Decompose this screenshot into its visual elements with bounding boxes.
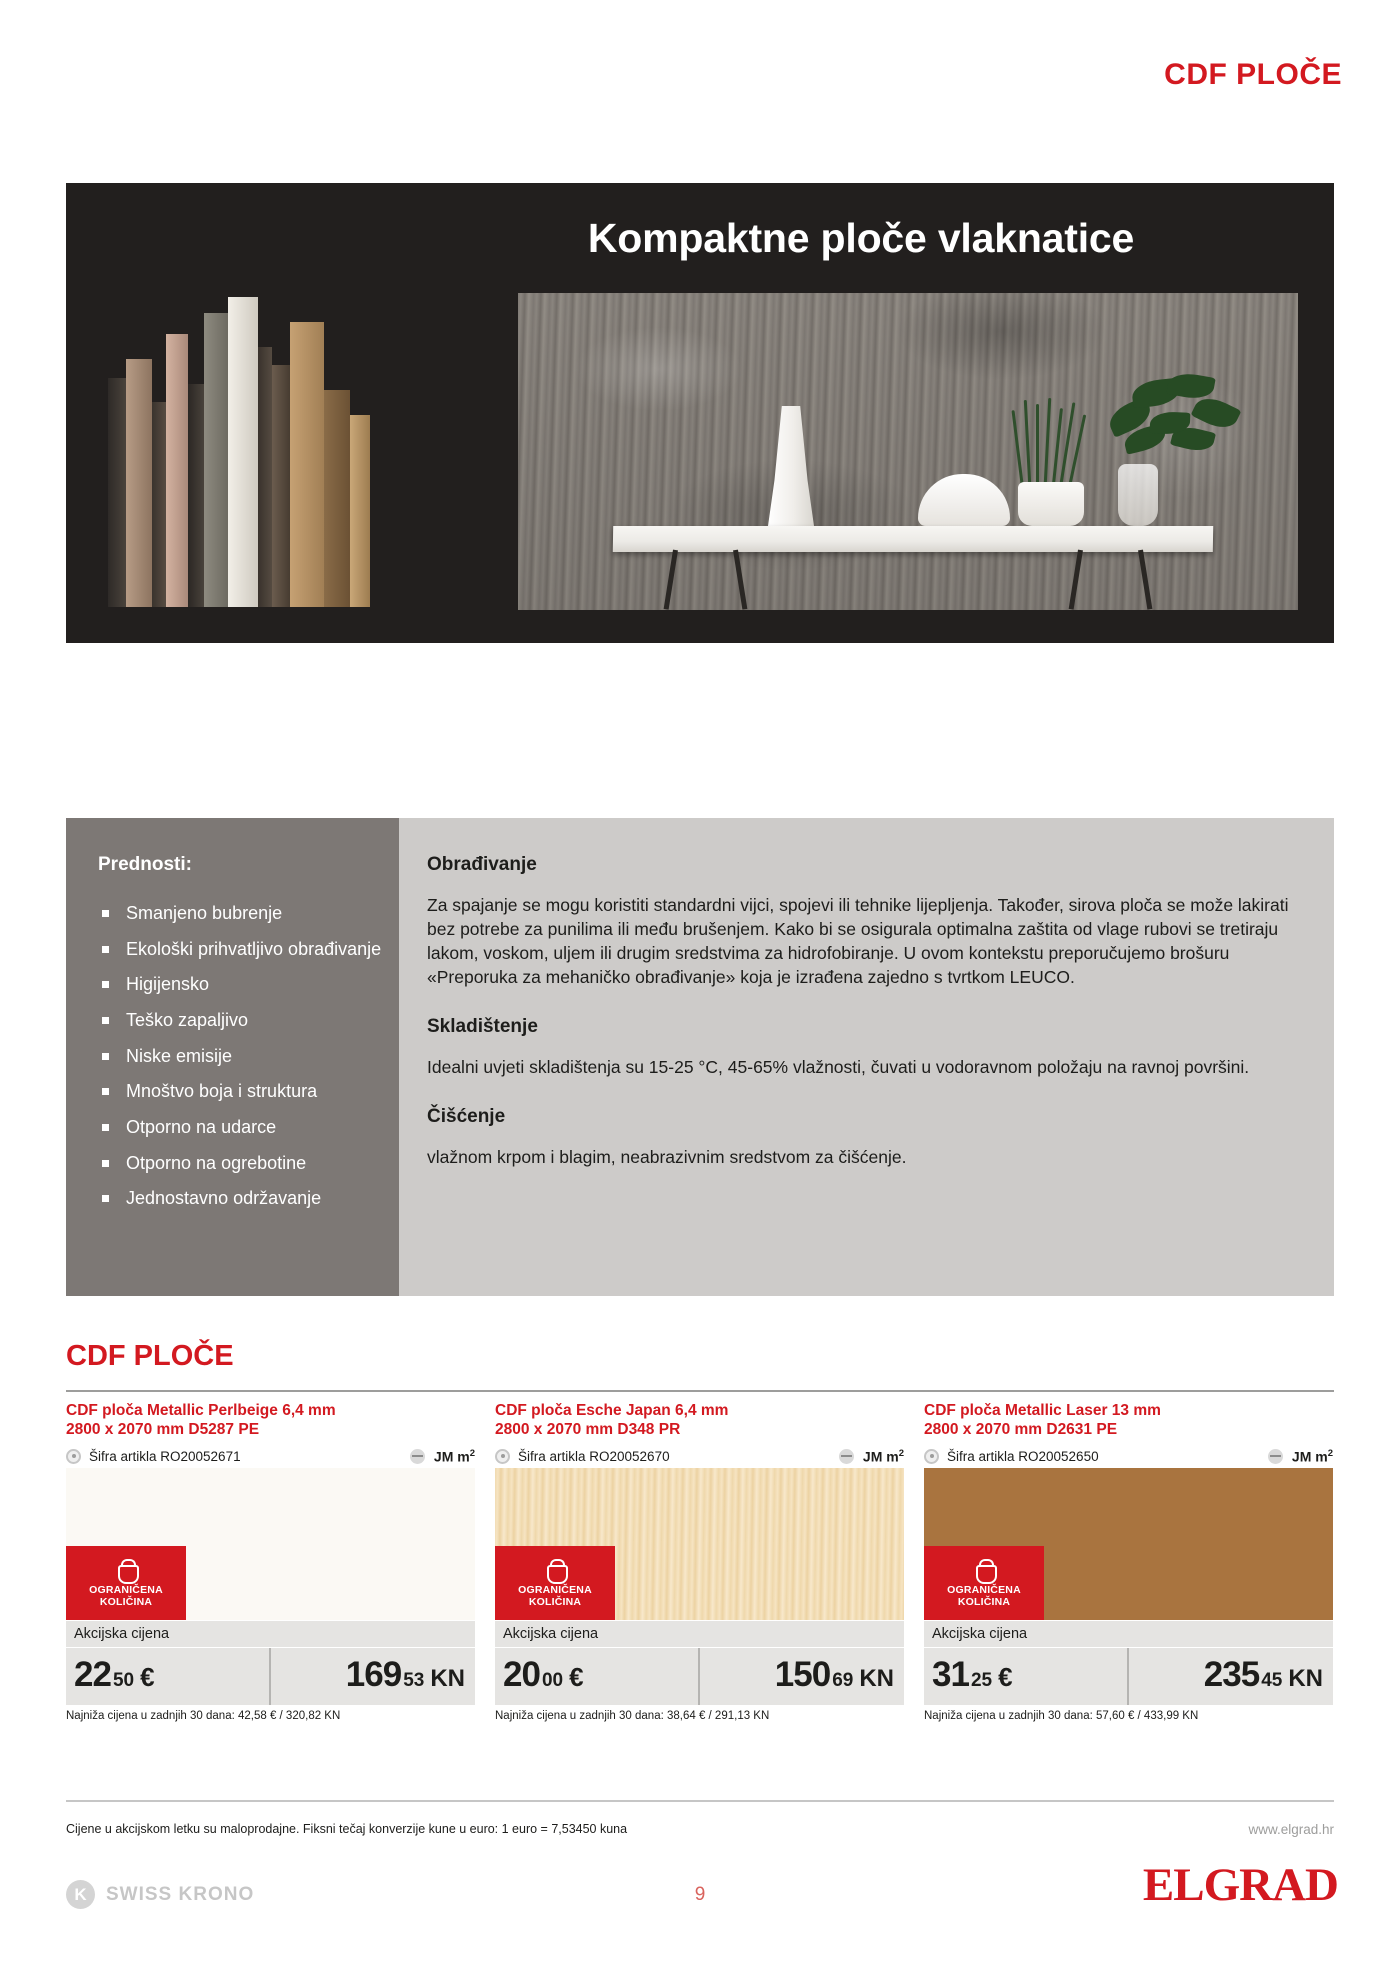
article-code-icon bbox=[495, 1449, 510, 1464]
processing-text: Za spajanje se mogu koristiti standardni vijci, spojevi ili tehnike lijepljenja. Također, sirova ploča se može lakirati bez potrebe za punilima ili među brušenjem. Kako bi se osigurala optimalna zaštita od vlage rubovi se tretiraju lakom, voskom, uljem ili drugim sredstvima za hidrofobiranje. U ovom kontekstu preporučujemo brošuru «Preporuka za mehaničko obrađivanje» koja je izrađena zajedno s tvrtkom LEUCO. bbox=[427, 895, 1289, 987]
unit-label: JM $m^2$ bbox=[862, 1447, 904, 1465]
product-code bbox=[495, 1449, 670, 1464]
badge-line2: KOLIČINA bbox=[957, 1595, 1011, 1608]
unit-measure-icon bbox=[410, 1449, 425, 1464]
lowest-price-note: Najniža cijena u zadnjih 30 dana: 42,58 € / 320,82 KN bbox=[66, 1710, 341, 1723]
product-title bbox=[66, 1398, 475, 1440]
product-code-label: Šifra artikla RO20052671 bbox=[89, 1448, 241, 1464]
swiss-krono-label: SWISS KRONO bbox=[106, 1883, 255, 1905]
board-stack-illustration bbox=[108, 297, 408, 607]
storage-text: Idealni uvjeti skladištenja su 15-25 °C, 45-65% vlažnosti, čuvati u vodoravnom položaju na ravnoj površini. bbox=[427, 1056, 1250, 1077]
price-eur-int: 31 bbox=[932, 1655, 969, 1695]
page-title: CDF PLOČE bbox=[1164, 58, 1342, 91]
advantages-panel bbox=[66, 818, 399, 1296]
hero-title: Kompaktne ploče vlaknatice bbox=[587, 215, 1135, 261]
product-swatch bbox=[66, 1468, 475, 1620]
price-kn-dec: 69 bbox=[832, 1670, 854, 1692]
price-row bbox=[924, 1647, 1333, 1705]
product-code bbox=[924, 1449, 1099, 1464]
footer-divider bbox=[66, 1800, 1334, 1802]
hero-banner bbox=[66, 183, 1334, 643]
limited-quantity-badge bbox=[495, 1546, 615, 1620]
product-swatch bbox=[924, 1468, 1333, 1620]
storage-heading: Skladištenje bbox=[427, 1015, 538, 1037]
price-eur-int: 22 bbox=[74, 1655, 111, 1695]
ring-icon bbox=[117, 1559, 136, 1581]
footer-note: Cijene u akcijskom letku su maloprodajne. Fiksni tečaj konverzije kune u euro: 1 euro = 7,53450 kuna bbox=[66, 1822, 628, 1836]
price-eur-dec: 50 bbox=[112, 1670, 135, 1692]
product-card[interactable] bbox=[66, 1398, 475, 1722]
list-item: Niske emisije bbox=[100, 1045, 399, 1068]
price-kn-dec: 53 bbox=[403, 1670, 425, 1692]
price-row bbox=[495, 1647, 904, 1705]
limited-quantity-badge bbox=[924, 1546, 1044, 1620]
product-card[interactable] bbox=[495, 1398, 904, 1722]
badge-line2: KOLIČINA bbox=[528, 1595, 582, 1608]
list-item: Otporno na ogrebotine bbox=[100, 1152, 399, 1175]
badge-line1: OGRANIČENA bbox=[89, 1583, 163, 1596]
currency-eur: € bbox=[998, 1662, 1013, 1693]
elgrad-logo: ELGRAD bbox=[1142, 1859, 1338, 1911]
website-url[interactable]: www.elgrad.hr bbox=[1248, 1822, 1334, 1837]
price-eur-dec: 00 bbox=[541, 1670, 564, 1692]
list-item: Jednostavno održavanje bbox=[100, 1187, 399, 1210]
section-divider bbox=[66, 1390, 1334, 1392]
product-code-label: Šifra artikla RO20052650 bbox=[947, 1448, 1099, 1464]
price-kn bbox=[698, 1648, 905, 1705]
price-kn-dec: 45 bbox=[1261, 1670, 1283, 1692]
price-eur bbox=[66, 1648, 269, 1705]
list-item: Otporno na udarce bbox=[100, 1116, 399, 1139]
promo-price-label: Akcijska cijena bbox=[66, 1620, 475, 1647]
product-title-line2: 2800 x 2070 mm D5287 PE bbox=[66, 1420, 260, 1438]
list-item: Higijensko bbox=[100, 973, 399, 996]
product-unit bbox=[839, 1448, 904, 1465]
product-code bbox=[66, 1449, 241, 1464]
ring-icon bbox=[975, 1559, 994, 1581]
list-item: Teško zapaljivo bbox=[100, 1009, 399, 1032]
promo-price-label: Akcijska cijena bbox=[495, 1620, 904, 1647]
product-code-row bbox=[66, 1448, 475, 1469]
lowest-price-note: Najniža cijena u zadnjih 30 dana: 57,60 € / 433,99 KN bbox=[924, 1710, 1199, 1723]
cleaning-heading: Čišćenje bbox=[427, 1105, 506, 1127]
article-code-icon bbox=[66, 1449, 81, 1464]
product-title bbox=[924, 1398, 1333, 1440]
badge-line2: KOLIČINA bbox=[99, 1595, 153, 1608]
price-eur-int: 20 bbox=[503, 1655, 540, 1695]
currency-kn: KN bbox=[859, 1665, 894, 1693]
list-item: Smanjeno bubrenje bbox=[100, 902, 399, 925]
article-code-icon bbox=[924, 1449, 939, 1464]
hero-interior-photo bbox=[518, 293, 1298, 610]
price-row bbox=[66, 1647, 475, 1705]
product-code-label: Šifra artikla RO20052670 bbox=[518, 1448, 670, 1464]
product-unit bbox=[410, 1448, 475, 1465]
price-eur bbox=[495, 1648, 698, 1705]
lowest-price-note: Najniža cijena u zadnjih 30 dana: 38,64 € / 291,13 KN bbox=[495, 1710, 770, 1723]
product-title-line1: CDF ploča Metallic Laser 13 mm bbox=[924, 1402, 1161, 1419]
white-plant-pot bbox=[1018, 482, 1084, 526]
currency-kn: KN bbox=[430, 1665, 465, 1693]
price-eur-dec: 25 bbox=[970, 1670, 993, 1692]
currency-eur: € bbox=[140, 1662, 155, 1693]
advantages-heading: Prednosti: bbox=[98, 854, 192, 875]
limited-quantity-badge bbox=[66, 1546, 186, 1620]
list-item: Mnoštvo boja i struktura bbox=[100, 1080, 399, 1103]
product-unit bbox=[1268, 1448, 1333, 1465]
list-item: Ekološki prihvatljivo obrađivanje bbox=[100, 938, 399, 961]
cleaning-text: vlažnom krpom i blagim, neabrazivnim sredstvom za čišćenje. bbox=[427, 1146, 907, 1167]
ring-icon bbox=[546, 1559, 565, 1581]
section-title: CDF PLOČE bbox=[66, 1340, 234, 1372]
unit-measure-icon bbox=[839, 1449, 854, 1464]
product-code-row bbox=[924, 1448, 1333, 1469]
badge-line1: OGRANIČENA bbox=[518, 1583, 592, 1596]
currency-eur: € bbox=[569, 1662, 584, 1693]
unit-measure-icon bbox=[1268, 1449, 1283, 1464]
price-eur bbox=[924, 1648, 1127, 1705]
price-kn bbox=[1127, 1648, 1334, 1705]
info-panel bbox=[399, 818, 1334, 1296]
product-code-row bbox=[495, 1448, 904, 1469]
processing-heading: Obrađivanje bbox=[427, 854, 537, 875]
price-kn bbox=[269, 1648, 476, 1705]
promo-price-label: Akcijska cijena bbox=[924, 1620, 1333, 1647]
unit-label: JM $m^2$ bbox=[1291, 1447, 1333, 1465]
price-kn-int: 235 bbox=[1203, 1655, 1260, 1695]
advantages-list bbox=[100, 902, 399, 1210]
product-title-line2: 2800 x 2070 mm D348 PR bbox=[495, 1420, 681, 1438]
badge-line1: OGRANIČENA bbox=[947, 1583, 1021, 1596]
product-title-line1: CDF ploča Esche Japan 6,4 mm bbox=[495, 1402, 729, 1419]
product-swatch bbox=[495, 1468, 904, 1620]
grass-plant bbox=[1010, 398, 1092, 484]
white-table-top bbox=[613, 526, 1213, 552]
product-title bbox=[495, 1398, 904, 1440]
product-card[interactable] bbox=[924, 1398, 1333, 1722]
product-title-line2: 2800 x 2070 mm D2631 PE bbox=[924, 1420, 1118, 1438]
price-kn-int: 169 bbox=[345, 1655, 402, 1695]
price-kn-int: 150 bbox=[774, 1655, 831, 1695]
page-number: 9 bbox=[694, 1884, 706, 1905]
glass-bottle bbox=[1118, 464, 1158, 526]
product-title-line1: CDF ploča Metallic Perlbeige 6,4 mm bbox=[66, 1402, 336, 1419]
currency-kn: KN bbox=[1288, 1665, 1323, 1693]
product-grid bbox=[66, 1398, 1334, 1722]
unit-label: JM $m^2$ bbox=[433, 1447, 475, 1465]
